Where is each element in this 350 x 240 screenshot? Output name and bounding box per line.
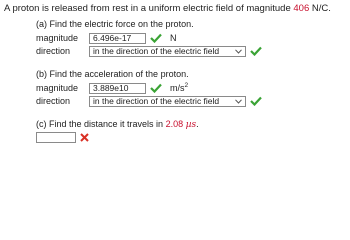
part-b-magnitude-label: magnitude xyxy=(36,83,79,93)
part-a-magnitude-row xyxy=(36,32,177,44)
part-c-time-unit: µs xyxy=(185,120,197,130)
problem-text-after: N/C. xyxy=(309,3,331,14)
check-icon xyxy=(150,33,162,43)
part-b-unit-base: m/s xyxy=(170,83,185,93)
part-b-direction-label: direction xyxy=(36,96,71,106)
part-b-magnitude-unit xyxy=(170,83,188,93)
part-a-magnitude-input[interactable] xyxy=(89,33,146,44)
problem-text-before: A proton is released from rest in a uniform electric field of magnitude xyxy=(4,3,294,14)
problem-statement xyxy=(4,3,331,14)
part-b-prompt: (b) Find the acceleration of the proton. xyxy=(36,69,189,79)
chevron-down-icon xyxy=(235,96,242,106)
part-b-direction-value: in the direction of the electric field xyxy=(93,96,220,106)
check-icon xyxy=(250,46,262,56)
cross-icon xyxy=(80,133,89,142)
part-a-direction-row xyxy=(36,45,262,57)
part-b-direction-row xyxy=(36,95,262,107)
part-c-time-value: 2.08 xyxy=(165,119,184,129)
part-b-unit-exponent: 2 xyxy=(184,82,189,89)
part-a-magnitude-unit: N xyxy=(170,33,177,43)
part-b-direction-select[interactable] xyxy=(89,96,246,107)
part-c-prompt xyxy=(36,119,199,130)
part-c-prompt-before: (c) Find the distance it travels in xyxy=(36,119,166,129)
part-a-magnitude-label: magnitude xyxy=(36,33,79,43)
part-c-prompt-after: . xyxy=(196,119,199,129)
part-c-answer-row xyxy=(36,131,89,143)
check-icon xyxy=(250,96,262,106)
part-a-direction-value: in the direction of the electric field xyxy=(93,46,220,56)
part-a-prompt: (a) Find the electric force on the proton. xyxy=(36,19,194,29)
field-magnitude-value: 406 xyxy=(293,3,310,14)
part-b-magnitude-row xyxy=(36,82,188,94)
chevron-down-icon xyxy=(235,46,242,56)
check-icon xyxy=(150,83,162,93)
part-b-magnitude-input[interactable] xyxy=(89,83,146,94)
part-a-direction-label: direction xyxy=(36,46,71,56)
part-a-direction-select[interactable] xyxy=(89,46,246,57)
part-c-answer-input[interactable] xyxy=(36,132,76,143)
